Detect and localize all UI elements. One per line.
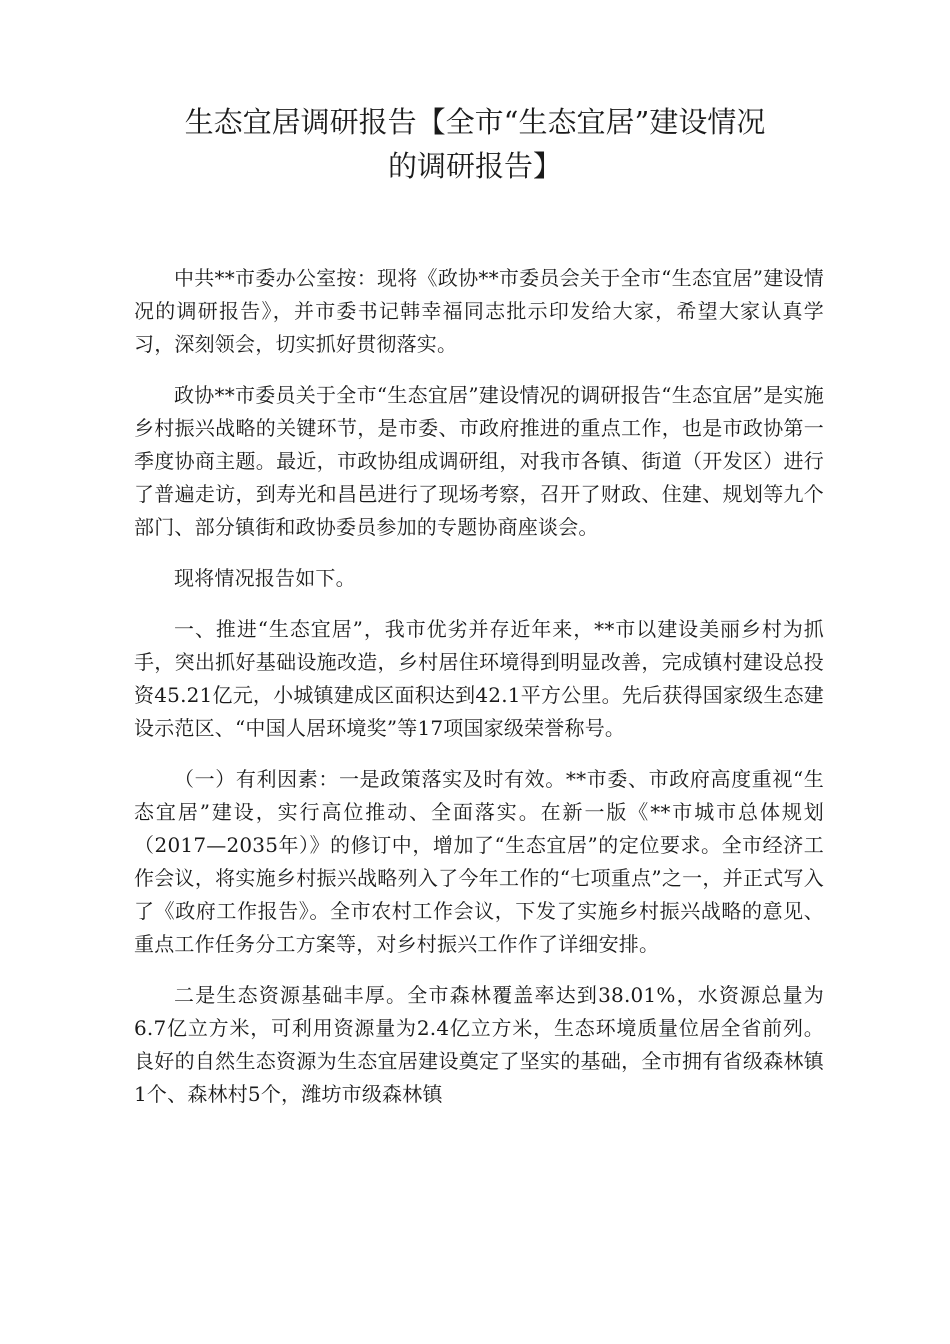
paragraph-favorable-factors: （一）有利因素：一是政策落实及时有效。**市委、市政府高度重视“生态宜居”建设，实行高位推动、全面落实。在新一版《**市城市总体规划（2017—2035年）》的修订中，增加了“生态宜居”的定位要求。全市经济工作会议，将实施乡村振兴战略列入了今年工作的“七项重点”之一，并正式写入了《政府工作报告》。全市农村工作会议，下发了实施乡村振兴战略的意见、重点工作任务分工方案等，对乡村振兴工作作了详细安排。 bbox=[134, 767, 824, 956]
paragraph-editor-note: 中共**市委办公室按：现将《政协**市委员会关于全市“生态宜居”建设情况的调研报告》，并市委书记韩幸福同志批示印发给大家，希望大家认真学习，深刻领会，切实抓好贯彻落实。 bbox=[134, 266, 824, 356]
paragraph-report-lead: 现将情况报告如下。 bbox=[174, 566, 356, 590]
paragraph-ecological-resources: 二是生态资源基础丰厚。全市森林覆盖率达到38.01%，水资源总量为6.7亿立方米，可利用资源量为2.4亿立方米，生态环境质量位居全省前列。良好的自然生态资源为生态宜居建设奠定了坚实的基础，全市拥有省级森林镇1个、森林村5个，潍坊市级森林镇 bbox=[134, 983, 824, 1106]
paragraph-section-one: 一、推进“生态宜居”，我市优劣并存近年来，**市以建设美丽乡村为抓手，突出抓好基础设施改造，乡村居住环境得到明显改善，完成镇村建设总投资45.21亿元，小城镇建成区面积达到42.1平方公里。先后获得国家级生态建设示范区、“中国人居环境奖”等17项国家级荣誉称号。 bbox=[134, 617, 824, 740]
paragraph-report-intro: 政协**市委员关于全市“生态宜居”建设情况的调研报告“生态宜居”是实施乡村振兴战略的关键环节，是市委、市政府推进的重点工作，也是市政协第一季度协商主题。最近，市政协组成调研组，对我市各镇、街道（开发区）进行了普遍走访，到寿光和昌邑进行了现场考察，召开了财政、住建、规划等九个部门、部分镇街和政协委员参加的专题协商座谈会。 bbox=[134, 383, 824, 539]
document-title-line-1: 生态宜居调研报告【全市“生态宜居”建设情况 bbox=[184, 105, 766, 139]
document-body bbox=[134, 262, 824, 1129]
document-title-line-2: 的调研报告】 bbox=[387, 149, 562, 183]
document-title bbox=[120, 100, 830, 188]
